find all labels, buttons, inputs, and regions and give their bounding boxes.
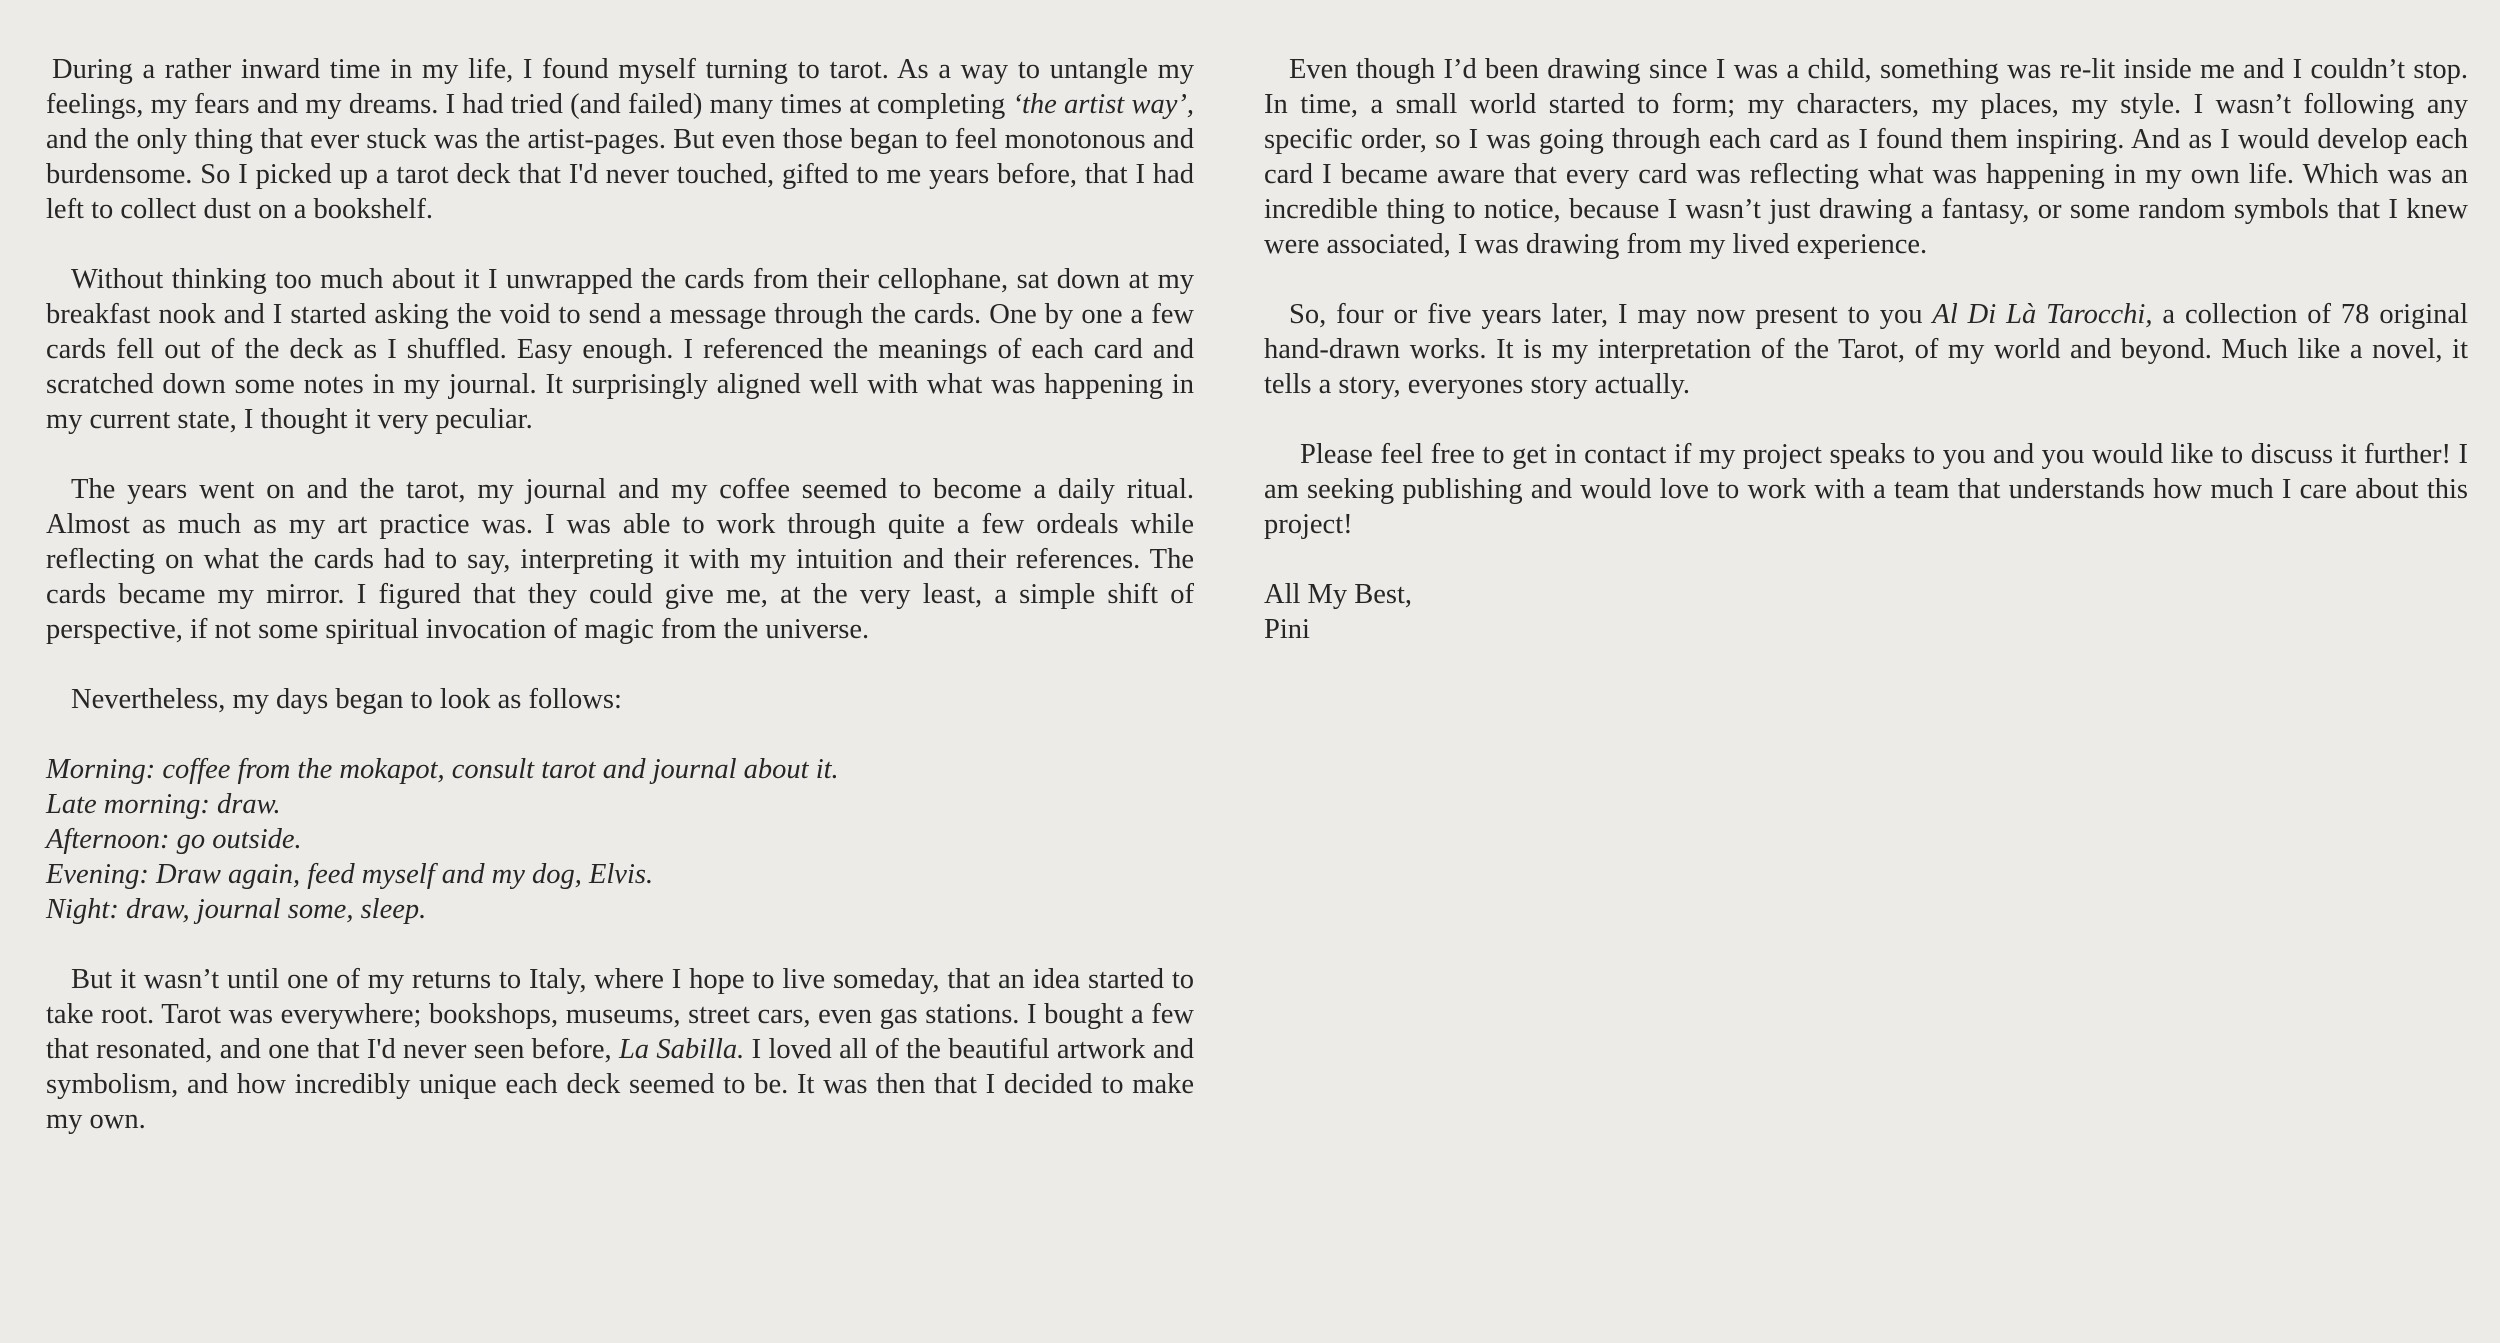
schedule-item: Afternoon: go outside.	[46, 824, 302, 855]
daily-schedule-list	[46, 752, 1194, 927]
italic-title-la-sabilla: La Sabilla.	[618, 1034, 745, 1065]
paragraph-contact: Please feel free to get in contact if my project speaks to you and you would like to discuss it further! I am seeking publishing and would love to work with a team that understands how much I care about this project!	[1264, 439, 2468, 540]
paragraph-presentation: So, four or five years later, I may now present to you Al Di Là Tarocchi, a collection of 78 original hand-drawn works. It is my interpretation of the Tarot, of my world and beyond. Much like a novel, it tells a story, everyones story actually.	[1264, 299, 2468, 400]
italic-title-artist-way: ‘the artist way’,	[1012, 89, 1194, 120]
schedule-item: Late morning: draw.	[46, 789, 281, 820]
schedule-item: Night: draw, journal some, sleep.	[46, 894, 427, 925]
right-column	[1264, 52, 2468, 647]
sign-off: All My Best,	[1264, 579, 1413, 610]
left-column	[46, 52, 1194, 1172]
schedule-item: Evening: Draw again, feed myself and my dog, Elvis.	[46, 859, 654, 890]
schedule-item: Morning: coffee from the mokapot, consult tarot and journal about it.	[46, 754, 839, 785]
signature-name: Pini	[1264, 614, 1310, 645]
letter-closing	[1264, 577, 2468, 647]
paragraph-daily-ritual: The years went on and the tarot, my journal and my coffee seemed to become a daily ritual. Almost as much as my art practice was. I was able to work through quite a few ordeals while reflecting on what the cards had to say, interpreting it with my intuition and their references. The cards became my mirror. I figured that they could give me, at the very least, a simple shift of perspective, if not some spiritual invocation of magic from the universe.	[46, 474, 1194, 645]
paragraph-drawing: Even though I’d been drawing since I was a child, something was re-lit inside me and I couldn’t stop. In time, a small world started to form; my characters, my places, my style. I wasn’t following any specific order, so I was going through each card as I found them inspiring. And as I would develop each card I became aware that every card was reflecting what was happening in my own life. Which was an incredible thing to notice, because I wasn’t just drawing a fantasy, or some random symbols that I knew were associated, I was drawing from my lived experience.	[1264, 54, 2468, 260]
italic-title-al-di-la-tarocchi: Al Di Là Tarocchi,	[1932, 299, 2153, 330]
paragraph-intro: During a rather inward time in my life, I found myself turning to tarot. As a way to untangle my feelings, my fears and my dreams. I had tried (and failed) many times at completing ‘the artist way’, and the only thing that ever stuck was the artist-pages. But even those began to feel monotonous and burdensome. So I picked up a tarot deck that I'd never touched, gifted to me years before, that I had left to collect dust on a bookshelf.	[46, 54, 1194, 225]
paragraph-schedule-intro: Nevertheless, my days began to look as follows:	[71, 684, 622, 715]
paragraph-italy: But it wasn’t until one of my returns to Italy, where I hope to live someday, that an idea started to take root. Tarot was everywhere; bookshops, museums, street cars, even gas stations. I bought a few that resonated, and one that I'd never seen before, La Sabilla. I loved all of the beautiful artwork and symbolism, and how incredibly unique each deck seemed to be. It was then that I decided to make my own.	[46, 964, 1194, 1135]
paragraph-first-reading: Without thinking too much about it I unwrapped the cards from their cellophane, sat down at my breakfast nook and I started asking the void to send a message through the cards. One by one a few cards fell out of the deck as I shuffled. Easy enough. I referenced the meanings of each card and scratched down some notes in my journal. It surprisingly aligned well with what was happening in my current state, I thought it very peculiar.	[46, 264, 1194, 435]
